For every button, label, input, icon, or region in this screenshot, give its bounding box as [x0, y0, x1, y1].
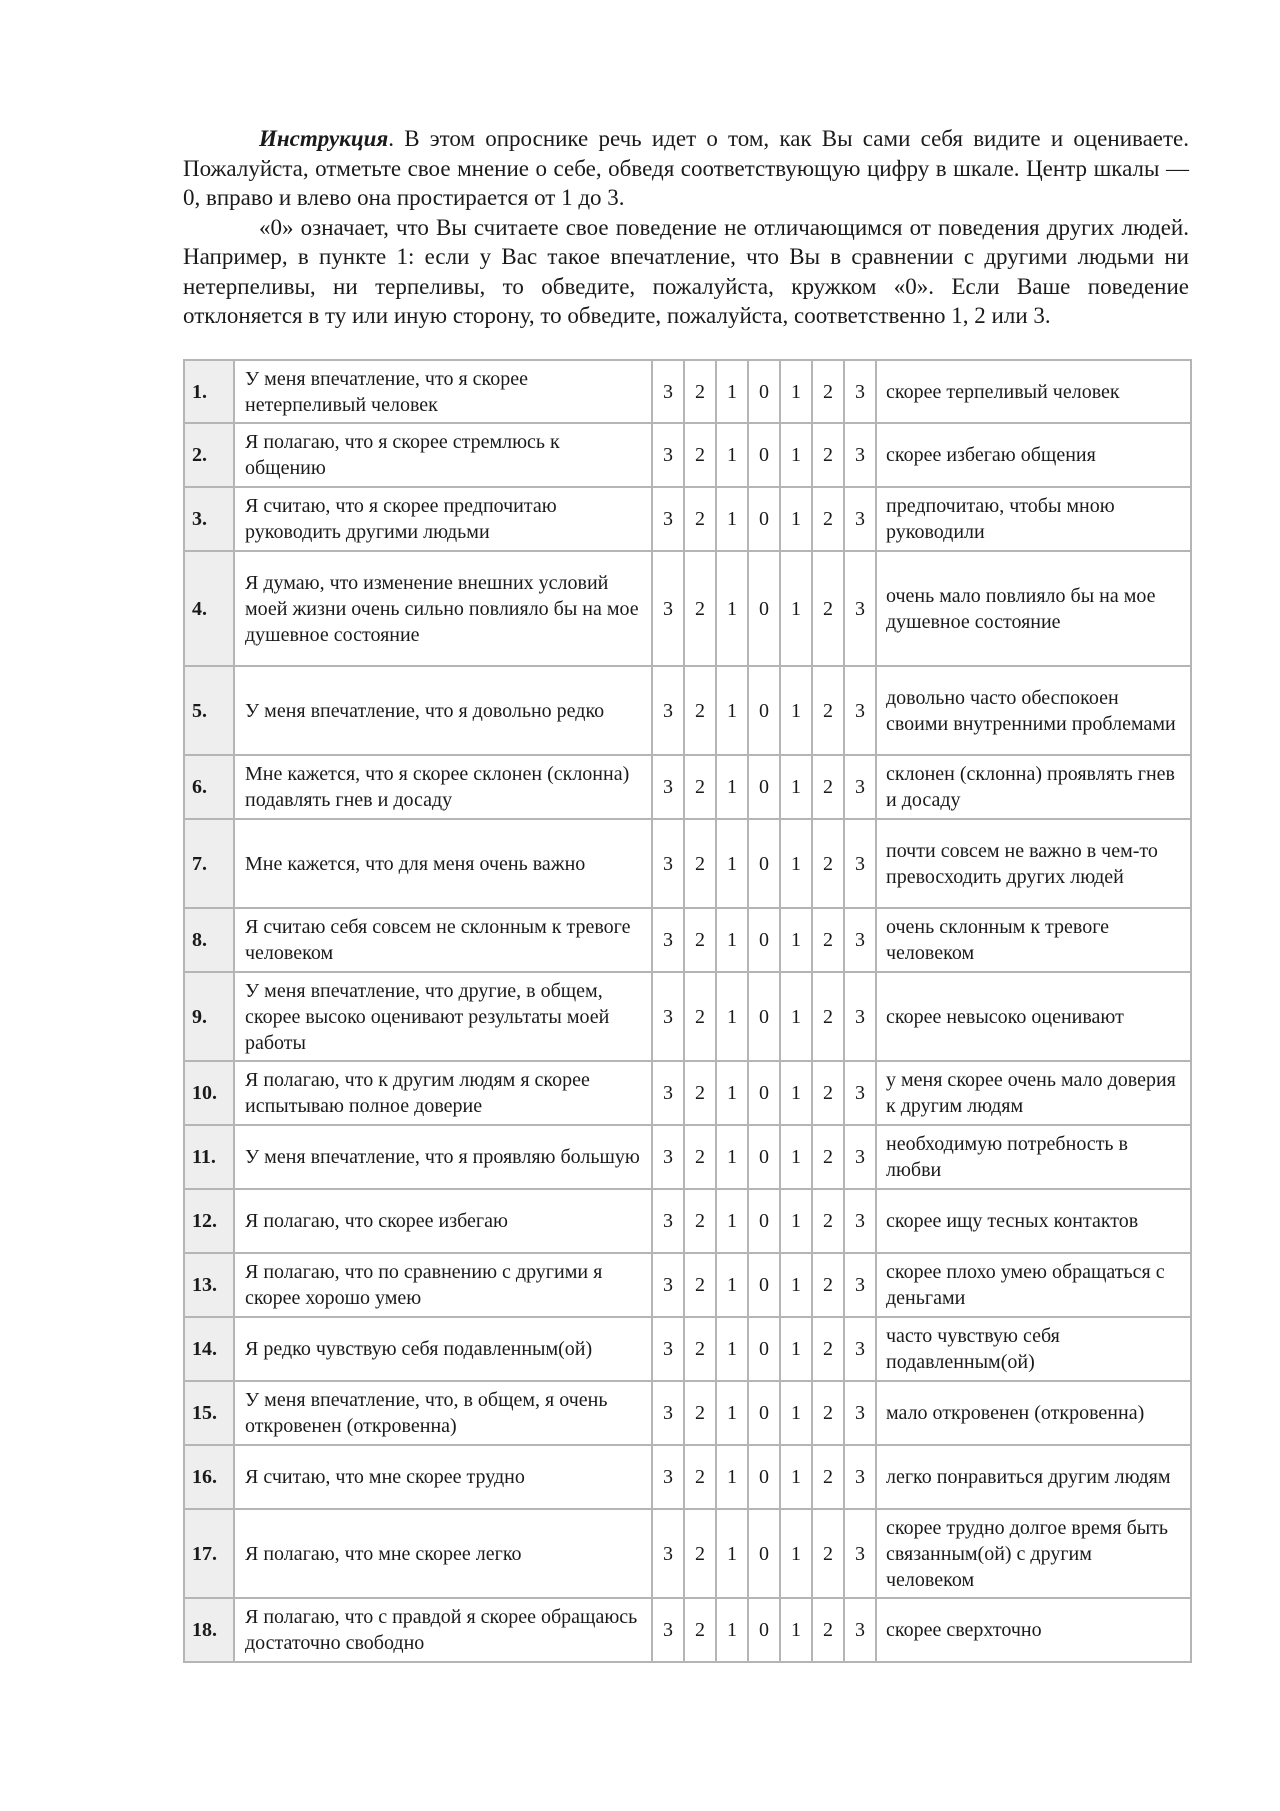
item-number-text: 1.: [192, 380, 207, 403]
scale-value[interactable]: 3: [844, 755, 876, 819]
left-statement: Я полагаю, что с правдой я скорее обращаюсь достаточно свободно: [234, 1598, 652, 1662]
scale-value[interactable]: 2: [812, 972, 844, 1061]
left-statement: Я полагаю, что мне скорее легко: [234, 1509, 652, 1598]
scale-value[interactable]: 2: [812, 1509, 844, 1598]
item-number-text: 17.: [192, 1542, 217, 1565]
scale-value[interactable]: 1: [780, 755, 812, 819]
left-statement: Мне кажется, что я скорее склонен (склонна) подавлять гнев и досаду: [234, 755, 652, 819]
left-statement: Я думаю, что изменение внешних условий моей жизни очень сильно повлияло бы на мое душевное состояние: [234, 551, 652, 666]
scale-value[interactable]: 0: [748, 487, 780, 551]
scale-value[interactable]: 2: [684, 908, 716, 972]
scale-value[interactable]: 2: [684, 819, 716, 908]
right-statement: очень склонным к тревоге человеком: [876, 908, 1191, 972]
scale-value[interactable]: 1: [716, 755, 748, 819]
item-number-text: 15.: [192, 1402, 217, 1424]
item-number: [184, 1125, 234, 1189]
left-statement: Я считаю себя совсем не склонным к тревоге человеком: [234, 908, 652, 972]
scale-value[interactable]: 1: [780, 1509, 812, 1598]
scale-value[interactable]: 2: [812, 1189, 844, 1253]
scale-value[interactable]: 3: [844, 666, 876, 755]
left-statement: Я полагаю, что по сравнению с другими я скорее хорошо умею: [234, 1253, 652, 1317]
item-number-text: 3.: [192, 508, 207, 530]
scale-value[interactable]: 1: [780, 1317, 812, 1381]
scale-value[interactable]: 1: [780, 360, 812, 423]
right-statement: довольно часто обеспокоен своими внутренними проблемами: [876, 666, 1191, 755]
scale-value[interactable]: 2: [684, 1061, 716, 1125]
item-number-text: 18.: [192, 1619, 217, 1641]
scale-value[interactable]: 2: [812, 908, 844, 972]
scale-value[interactable]: 2: [684, 1445, 716, 1509]
item-number: [184, 666, 234, 755]
scale-value[interactable]: 1: [780, 819, 812, 908]
left-statement: Я полагаю, что я скорее стремлюсь к общению: [234, 423, 652, 487]
scale-value[interactable]: 3: [652, 487, 684, 551]
question-row: [184, 1189, 1191, 1253]
scale-value[interactable]: 2: [812, 819, 844, 908]
scale-value[interactable]: 1: [780, 1445, 812, 1509]
scale-value[interactable]: 3: [652, 1253, 684, 1317]
scale-value[interactable]: 0: [748, 1125, 780, 1189]
scale-value[interactable]: 1: [780, 666, 812, 755]
scale-value[interactable]: 0: [748, 360, 780, 423]
item-number: [184, 423, 234, 487]
scale-value[interactable]: 0: [748, 1189, 780, 1253]
scale-value[interactable]: 3: [652, 819, 684, 908]
instructions-paragraph-2: «0» означает, что Вы считаете свое поведение не отличающимся от поведения других людей. Например, в пункте 1: если у Вас такое впечатление, что Вы в сравнении с другими людьми ни нетерпеливы, ни терпеливы, то обведите, пожалуйста, кружком «0». Если Ваше поведение отклоняется в ту или иную сторону, то обведите, пожалуйста, соответственно 1, 2 или 3.: [183, 214, 1189, 328]
scale-value[interactable]: 1: [716, 972, 748, 1061]
item-number: [184, 755, 234, 819]
question-row: [184, 1317, 1191, 1381]
scale-value[interactable]: 2: [812, 755, 844, 819]
scale-value[interactable]: 0: [748, 1445, 780, 1509]
right-statement: скорее плохо умею обращаться с деньгами: [876, 1253, 1191, 1317]
scale-value[interactable]: 1: [716, 1509, 748, 1598]
item-number-text: 10.: [192, 1082, 217, 1104]
scale-value[interactable]: 2: [684, 1125, 716, 1189]
scale-value[interactable]: 1: [716, 1061, 748, 1125]
right-statement: скорее терпеливый человек: [876, 360, 1191, 423]
scale-value[interactable]: 2: [684, 551, 716, 666]
scale-value[interactable]: 1: [716, 666, 748, 755]
item-number-text: 14.: [192, 1338, 217, 1360]
question-row: [184, 972, 1191, 1061]
scale-value[interactable]: 2: [684, 1189, 716, 1253]
item-number-text: 5.: [192, 699, 207, 722]
item-number: [184, 551, 234, 666]
right-statement: склонен (склонна) проявлять гнев и досаду: [876, 755, 1191, 819]
instructions-paragraph-1-text: . В этом опроснике речь идет о том, как Вы сами себя видите и оцениваете. Пожалуйста, отметьте свое мнение о себе, обведя соответствующую цифру в шкале. Центр шкалы — 0, вправо и влево она простирается от 1 до 3.: [183, 126, 1189, 210]
item-number: [184, 1253, 234, 1317]
item-number-text: 11.: [192, 1146, 216, 1168]
scale-value[interactable]: 0: [748, 972, 780, 1061]
scale-value[interactable]: 3: [652, 1509, 684, 1598]
item-number-text: 16.: [192, 1466, 217, 1488]
question-row: [184, 360, 1191, 423]
scale-value[interactable]: 3: [844, 972, 876, 1061]
right-statement: предпочитаю, чтобы мною руководили: [876, 487, 1191, 551]
right-statement: очень мало повлияло бы на мое душевное состояние: [876, 551, 1191, 666]
scale-value[interactable]: 3: [844, 1253, 876, 1317]
scale-value[interactable]: 1: [716, 1445, 748, 1509]
question-row: [184, 423, 1191, 487]
questionnaire-table: [183, 359, 1192, 1663]
left-statement: Я полагаю, что к другим людям я скорее испытываю полное доверие: [234, 1061, 652, 1125]
scale-value[interactable]: 1: [780, 1598, 812, 1662]
scale-value[interactable]: 1: [716, 908, 748, 972]
scale-value[interactable]: 0: [748, 666, 780, 755]
left-statement: У меня впечатление, что я скорее нетерпеливый человек: [234, 360, 652, 423]
questionnaire-body: [184, 360, 1191, 1662]
scale-value[interactable]: 2: [684, 487, 716, 551]
question-row: [184, 1061, 1191, 1125]
scale-value[interactable]: 2: [812, 360, 844, 423]
scale-value[interactable]: 0: [748, 908, 780, 972]
scale-value[interactable]: 2: [812, 1598, 844, 1662]
item-number: [184, 1189, 234, 1253]
item-number: [184, 908, 234, 972]
scale-value[interactable]: 2: [812, 1445, 844, 1509]
item-number-text: 2.: [192, 444, 207, 466]
scale-value[interactable]: 2: [812, 487, 844, 551]
scale-value[interactable]: 0: [748, 551, 780, 666]
right-statement: часто чувствую себя подавленным(ой): [876, 1317, 1191, 1381]
scale-value[interactable]: 2: [684, 360, 716, 423]
scale-value[interactable]: 3: [844, 819, 876, 908]
question-row: [184, 908, 1191, 972]
scale-value[interactable]: 1: [716, 1189, 748, 1253]
scale-value[interactable]: 3: [844, 1125, 876, 1189]
scale-value[interactable]: 2: [812, 1317, 844, 1381]
scale-value[interactable]: 3: [844, 908, 876, 972]
item-number-text: 12.: [192, 1210, 217, 1232]
scale-value[interactable]: 3: [652, 1598, 684, 1662]
scale-value[interactable]: 1: [716, 551, 748, 666]
scale-value[interactable]: 0: [748, 1598, 780, 1662]
scale-value[interactable]: 1: [780, 551, 812, 666]
instructions-paragraph-1: [183, 124, 1189, 213]
scale-value[interactable]: 2: [812, 423, 844, 487]
scale-value[interactable]: 2: [812, 1381, 844, 1445]
scale-value[interactable]: 2: [684, 1598, 716, 1662]
scale-value[interactable]: 2: [812, 551, 844, 666]
scale-value[interactable]: 1: [780, 423, 812, 487]
question-row: [184, 1509, 1191, 1598]
instructions-heading: Инструкция: [259, 126, 389, 151]
left-statement: У меня впечатление, что, в общем, я очень откровенен (откровенна): [234, 1381, 652, 1445]
item-number: [184, 360, 234, 423]
scale-value[interactable]: 0: [748, 819, 780, 908]
scale-value[interactable]: 0: [748, 1381, 780, 1445]
item-number: [184, 972, 234, 1061]
scale-value[interactable]: 1: [780, 1061, 812, 1125]
scale-value[interactable]: 1: [780, 1125, 812, 1189]
right-statement: скорее невысоко оценивают: [876, 972, 1191, 1061]
item-number: [184, 1381, 234, 1445]
scale-value[interactable]: 2: [684, 972, 716, 1061]
scale-value[interactable]: 3: [652, 423, 684, 487]
item-number: [184, 1509, 234, 1598]
scale-value[interactable]: 1: [716, 1381, 748, 1445]
scale-value[interactable]: 1: [716, 819, 748, 908]
scale-value[interactable]: 3: [844, 1509, 876, 1598]
scale-value[interactable]: 1: [780, 1189, 812, 1253]
scale-value[interactable]: 3: [652, 1125, 684, 1189]
scale-value[interactable]: 0: [748, 1509, 780, 1598]
scale-value[interactable]: 1: [716, 1317, 748, 1381]
right-statement: у меня скорее очень мало доверия к другим людям: [876, 1061, 1191, 1125]
scale-value[interactable]: 3: [652, 360, 684, 423]
left-statement: Мне кажется, что для меня очень важно: [234, 819, 652, 908]
left-statement: У меня впечатление, что я проявляю большую: [234, 1125, 652, 1189]
scale-value[interactable]: 2: [684, 755, 716, 819]
scale-value[interactable]: 3: [652, 1189, 684, 1253]
scale-value[interactable]: 2: [684, 423, 716, 487]
item-number: [184, 1317, 234, 1381]
item-number: [184, 1598, 234, 1662]
right-statement: скорее ищу тесных контактов: [876, 1189, 1191, 1253]
scale-value[interactable]: 3: [652, 1381, 684, 1445]
scale-value[interactable]: 3: [652, 755, 684, 819]
scale-value[interactable]: 3: [652, 908, 684, 972]
scale-value[interactable]: 1: [716, 487, 748, 551]
scale-value[interactable]: 0: [748, 423, 780, 487]
scale-value[interactable]: 0: [748, 1061, 780, 1125]
item-number-text: 4.: [192, 597, 207, 620]
question-row: [184, 1445, 1191, 1509]
item-number-text: 8.: [192, 929, 207, 951]
scale-value[interactable]: 2: [812, 1125, 844, 1189]
question-row: [184, 1598, 1191, 1662]
question-row: [184, 1381, 1191, 1445]
item-number: [184, 1061, 234, 1125]
scale-value[interactable]: 0: [748, 755, 780, 819]
item-number: [184, 487, 234, 551]
question-row: [184, 755, 1191, 819]
scale-value[interactable]: 3: [652, 666, 684, 755]
scale-value[interactable]: 2: [684, 1253, 716, 1317]
scale-value[interactable]: 3: [652, 972, 684, 1061]
scale-value[interactable]: 1: [780, 908, 812, 972]
right-statement: мало откровенен (откровенна): [876, 1381, 1191, 1445]
left-statement: Я считаю, что я скорее предпочитаю руководить другими людьми: [234, 487, 652, 551]
question-row: [184, 666, 1191, 755]
scale-value[interactable]: 3: [652, 1061, 684, 1125]
scale-value[interactable]: 2: [684, 666, 716, 755]
scale-value[interactable]: 0: [748, 1317, 780, 1381]
scale-value[interactable]: 3: [844, 1598, 876, 1662]
item-number: [184, 819, 234, 908]
left-statement: Я полагаю, что скорее избегаю: [234, 1189, 652, 1253]
scale-value[interactable]: 2: [684, 1381, 716, 1445]
scale-value[interactable]: 2: [812, 666, 844, 755]
item-number-text: 6.: [192, 776, 207, 798]
instructions-block: [183, 124, 1189, 331]
question-row: [184, 819, 1191, 908]
item-number: [184, 1445, 234, 1509]
question-row: [184, 1125, 1191, 1189]
scale-value[interactable]: 2: [812, 1253, 844, 1317]
item-number-text: 9.: [192, 1005, 207, 1028]
item-number-text: 7.: [192, 852, 207, 875]
scale-value[interactable]: 1: [780, 487, 812, 551]
left-statement: Я редко чувствую себя подавленным(ой): [234, 1317, 652, 1381]
scale-value[interactable]: 1: [716, 423, 748, 487]
scale-value[interactable]: 3: [652, 1445, 684, 1509]
scale-value[interactable]: 3: [844, 1381, 876, 1445]
scale-value[interactable]: 2: [812, 1061, 844, 1125]
right-statement: почти совсем не важно в чем-то превосходить других людей: [876, 819, 1191, 908]
scale-value[interactable]: 3: [844, 551, 876, 666]
scale-value[interactable]: 1: [716, 1598, 748, 1662]
scale-value[interactable]: 3: [844, 1317, 876, 1381]
scale-value[interactable]: 3: [844, 487, 876, 551]
scale-value[interactable]: 1: [780, 1381, 812, 1445]
left-statement: У меня впечатление, что я довольно редко: [234, 666, 652, 755]
scale-value[interactable]: 2: [684, 1317, 716, 1381]
right-statement: скорее избегаю общения: [876, 423, 1191, 487]
scale-value[interactable]: 3: [844, 360, 876, 423]
right-statement: скорее сверхточно: [876, 1598, 1191, 1662]
question-row: [184, 1253, 1191, 1317]
scale-value[interactable]: 3: [652, 551, 684, 666]
scale-value[interactable]: 3: [652, 1317, 684, 1381]
right-statement: необходимую потребность в любви: [876, 1125, 1191, 1189]
scale-value[interactable]: 3: [844, 423, 876, 487]
scale-value[interactable]: 2: [684, 1509, 716, 1598]
scale-value[interactable]: 1: [716, 1253, 748, 1317]
question-row: [184, 487, 1191, 551]
right-statement: скорее трудно долгое время быть связанным(ой) с другим человеком: [876, 1509, 1191, 1598]
scale-value[interactable]: 0: [748, 1253, 780, 1317]
scale-value[interactable]: 3: [844, 1445, 876, 1509]
scale-value[interactable]: 1: [780, 972, 812, 1061]
left-statement: У меня впечатление, что другие, в общем, скорее высоко оценивают результаты моей работы: [234, 972, 652, 1061]
scale-value[interactable]: 3: [844, 1189, 876, 1253]
scale-value[interactable]: 1: [716, 360, 748, 423]
scale-value[interactable]: 1: [780, 1253, 812, 1317]
right-statement: легко понравиться другим людям: [876, 1445, 1191, 1509]
item-number-text: 13.: [192, 1274, 217, 1296]
left-statement: Я считаю, что мне скорее трудно: [234, 1445, 652, 1509]
scale-value[interactable]: 3: [844, 1061, 876, 1125]
question-row: [184, 551, 1191, 666]
scale-value[interactable]: 1: [716, 1125, 748, 1189]
